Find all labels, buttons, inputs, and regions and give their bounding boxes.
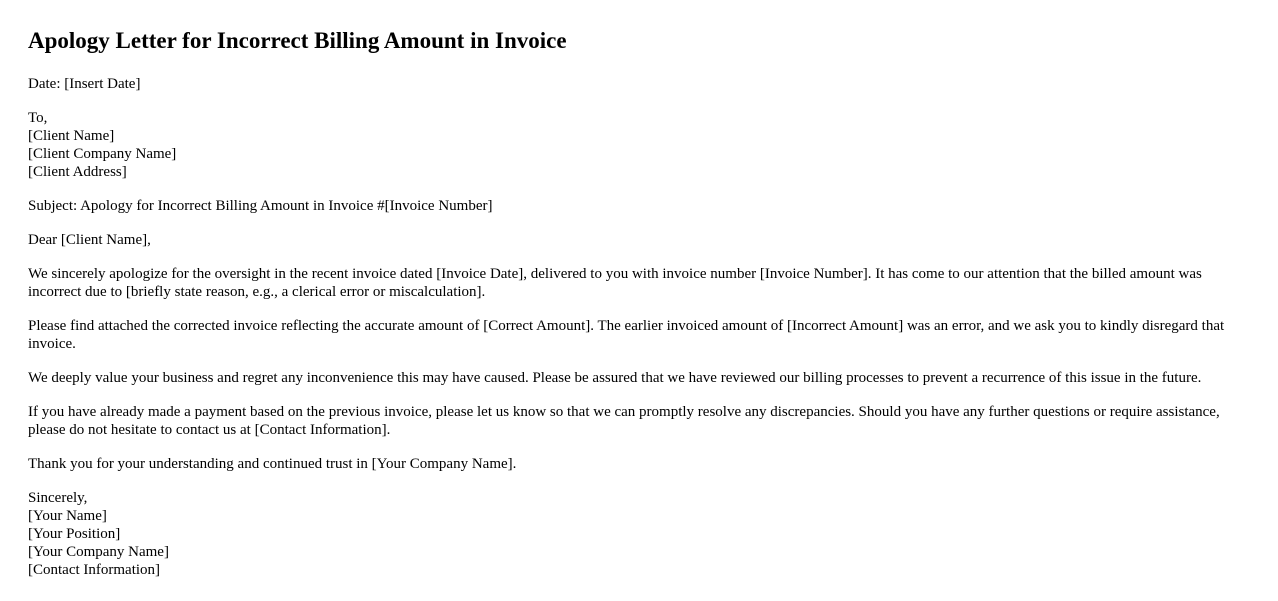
recipient-address: [Client Address] [28, 164, 127, 180]
signature-contact: [Contact Information] [28, 562, 161, 578]
signature-closing: Sincerely, [28, 490, 88, 506]
body-paragraph-3: We deeply value your business and regret any inconvenience this may have caused. Please be assured that we have reviewed our billing processes to prevent a recurrence of this issue in the future. [28, 370, 1202, 386]
body-paragraph-5: Thank you for your understanding and continued trust in [Your Company Name]. [28, 456, 517, 472]
signature-name: [Your Name] [28, 508, 107, 524]
date-line: Date: [Insert Date] [28, 76, 141, 92]
salutation: Dear [Client Name], [28, 232, 151, 248]
subject-line: Subject: Apology for Incorrect Billing Amount in Invoice #[Invoice Number] [28, 198, 493, 214]
signature-company: [Your Company Name] [28, 544, 169, 560]
signature-block [28, 489, 1250, 579]
letter-title: Apology Letter for Incorrect Billing Amount in Invoice [28, 28, 567, 53]
body-paragraph-1: We sincerely apologize for the oversight in the recent invoice dated [Invoice Date], delivered to you with invoice number [Invoice Number]. It has come to our attention that the billed amount was incorrect due to [briefly state reason, e.g., a clerical error or miscalculation]. [28, 266, 1202, 300]
body-paragraph-4: If you have already made a payment based on the previous invoice, please let us know so that we can promptly resolve any discrepancies. Should you have any further questions or require assistance, please do not hesitate to contact us at [Contact Information]. [28, 404, 1220, 438]
body-paragraph-2: Please find attached the corrected invoice reflecting the accurate amount of [Correct Amount]. The earlier invoiced amount of [Incorrect Amount] was an error, and we ask you to kindly disregard that invoice. [28, 318, 1225, 352]
recipient-name: [Client Name] [28, 128, 115, 144]
signature-position: [Your Position] [28, 526, 121, 542]
recipient-block [28, 109, 1250, 181]
recipient-company: [Client Company Name] [28, 146, 177, 162]
recipient-to: To, [28, 110, 48, 126]
